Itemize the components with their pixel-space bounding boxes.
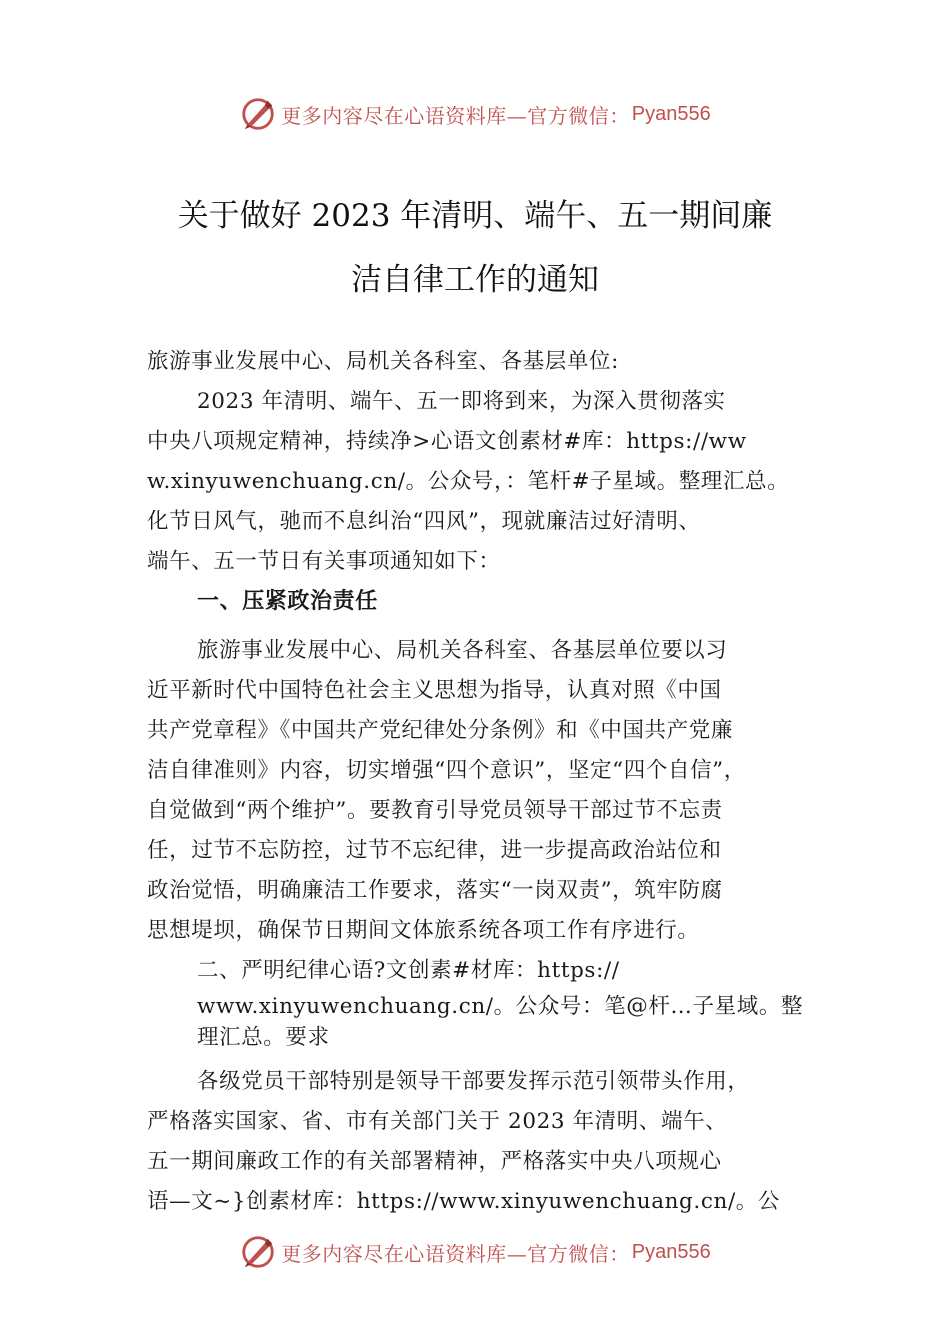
banner-text: 更多内容尽在心语资料库—官方微信： [281,103,630,128]
banner-wechat-id: Pyan556 [631,1240,711,1263]
paragraph-line: 端午、五一节日有关事项通知如下： [147,549,501,574]
banner-text: 更多内容尽在心语资料库—官方微信： [281,1241,630,1266]
pen-logo-icon [239,95,277,133]
paragraph-line: 任，过节不忘防控，过节不忘纪律，进一步提高政治站位和 [147,838,722,863]
paragraph-line: 语—文~}创素材库：https://www.xinyuwenchuang.cn/。公 [147,1189,780,1214]
paragraph-line: 理汇总。要求 [197,1025,330,1050]
document-title-line-2: 洁自律工作的通知 [351,262,599,298]
section-heading-1: 一、压紧政治责任 [197,589,378,614]
pen-logo-icon [239,1233,277,1271]
paragraph-line: 五一期间廉政工作的有关部署精神，严格落实中央八项规心 [147,1149,722,1174]
paragraph-line: 中央八项规定精神，持续净>心语文创素材#库：https://ww [147,429,747,454]
footer-banner [0,1232,950,1272]
paragraph-line: 各级党员干部特别是领导干部要发挥示范引领带头作用， [197,1069,750,1094]
document-body [147,342,827,1222]
paragraph-line: 思想堤坝，确保节日期间文体旅系统各项工作有序进行。 [147,918,700,943]
paragraph-line: 共产党章程》《中国共产党纪律处分条例》和《中国共产党廉 [147,718,733,743]
paragraph-line: 政治觉悟，明确廉洁工作要求，落实“一岗双责”，筑牢防腐 [147,878,723,903]
paragraph-line: 化节日风气，驰而不息纠治“四风”，现就廉洁过好清明、 [147,509,701,534]
section-heading-2: 二、严明纪律心语?文创素#材库：https:// [197,958,620,983]
salutation: 旅游事业发展中心、局机关各科室、各基层单位: [147,349,619,374]
paragraph-line: 近平新时代中国特色社会主义思想为指导，认真对照《中国 [147,678,722,703]
paragraph-line: w.xinyuwenchuang.cn/。公众号，：笔杆#子星域。整理汇总。 [147,469,790,494]
header-banner [0,94,950,134]
paragraph-line: www.xinyuwenchuang.cn/。公众号：笔@杆…子星域。整 [197,994,804,1019]
paragraph-line: 洁自律准则》内容，切实增强“四个意识”，坚定“四个自信”， [147,758,746,783]
banner-wechat-id: Pyan556 [631,102,711,125]
paragraph-line: 自觉做到“两个维护”。要教育引导党员领导干部过节不忘责 [147,798,723,823]
paragraph-line: 严格落实国家、省、市有关部门关于 2023 年清明、端午、 [147,1109,728,1134]
paragraph-line: 2023 年清明、端午、五一即将到来，为深入贯彻落实 [197,389,726,414]
document-title-line-1: 关于做好 2023 年清明、端午、五一期间廉 [177,198,773,234]
paragraph-line: 旅游事业发展中心、局机关各科室、各基层单位要以习 [197,638,728,663]
